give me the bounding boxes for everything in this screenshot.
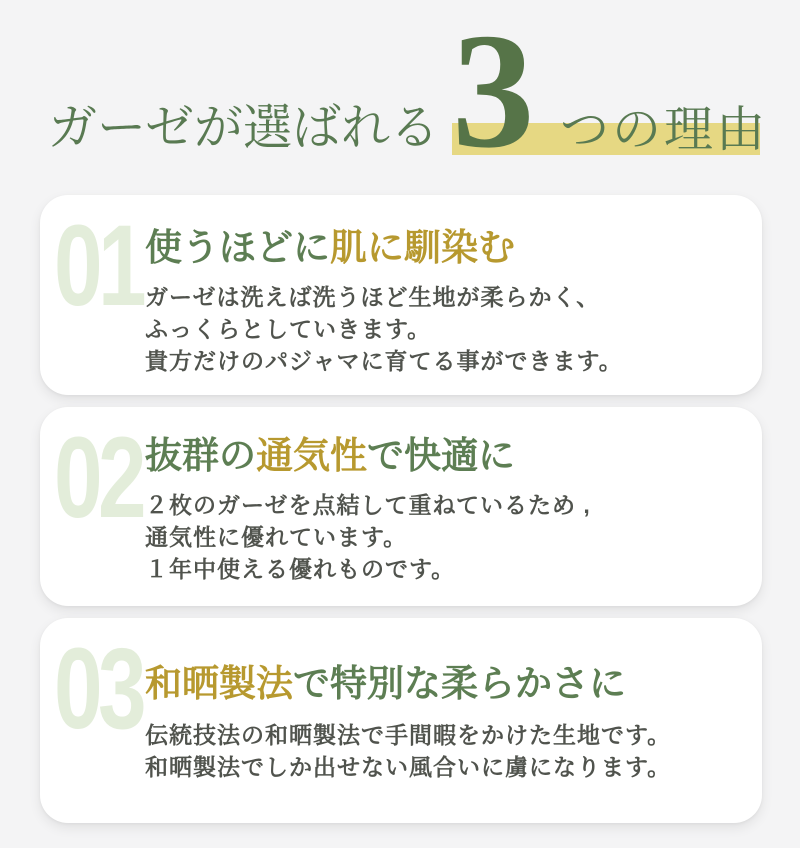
reason-card-3 — [40, 618, 762, 823]
reason-title-1 — [145, 228, 515, 269]
body-line: １年中使える優れものです。 — [145, 556, 456, 582]
reason-body-3 — [145, 719, 671, 783]
page-title-left: ガーゼが選ばれる — [48, 100, 440, 155]
title-segment: で特別な柔らかさに — [293, 663, 626, 704]
reason-body-1 — [145, 281, 623, 377]
body-line: ２枚のガーゼを点結して重ねているため , — [145, 492, 591, 518]
reason-number-1: 01 — [54, 202, 143, 330]
reason-title-2 — [145, 436, 515, 477]
title-segment: 肌に馴染む — [330, 227, 515, 268]
reason-number-3: 03 — [54, 625, 143, 753]
reason-number-2: 02 — [54, 414, 143, 542]
big-number-3: 3 — [452, 0, 535, 182]
reason-card-1 — [40, 195, 762, 395]
title-segment: 使うほどに — [145, 227, 330, 268]
body-line: 貴方だけのパジャマに育てる事ができます。 — [145, 348, 623, 374]
body-line: ふっくらとしていきます。 — [145, 316, 432, 342]
page-title-right: つの理由 — [560, 102, 769, 157]
title-segment: 通気性 — [256, 435, 367, 476]
body-line: 通気性に優れています。 — [145, 524, 408, 550]
title-segment: 和晒製法 — [145, 663, 293, 704]
reason-card-2 — [40, 407, 762, 606]
body-line: 和晒製法でしか出せない風合いに虜になります。 — [145, 754, 672, 780]
reason-title-3 — [145, 664, 626, 705]
reason-body-2 — [145, 489, 591, 585]
title-segment: 抜群の — [145, 435, 256, 476]
body-line: ガーゼは洗えば洗うほど生地が柔らかく、 — [145, 284, 601, 310]
title-segment: で快適に — [367, 435, 515, 476]
body-line: 伝統技法の和晒製法で手間暇をかけた生地です。 — [145, 722, 672, 748]
